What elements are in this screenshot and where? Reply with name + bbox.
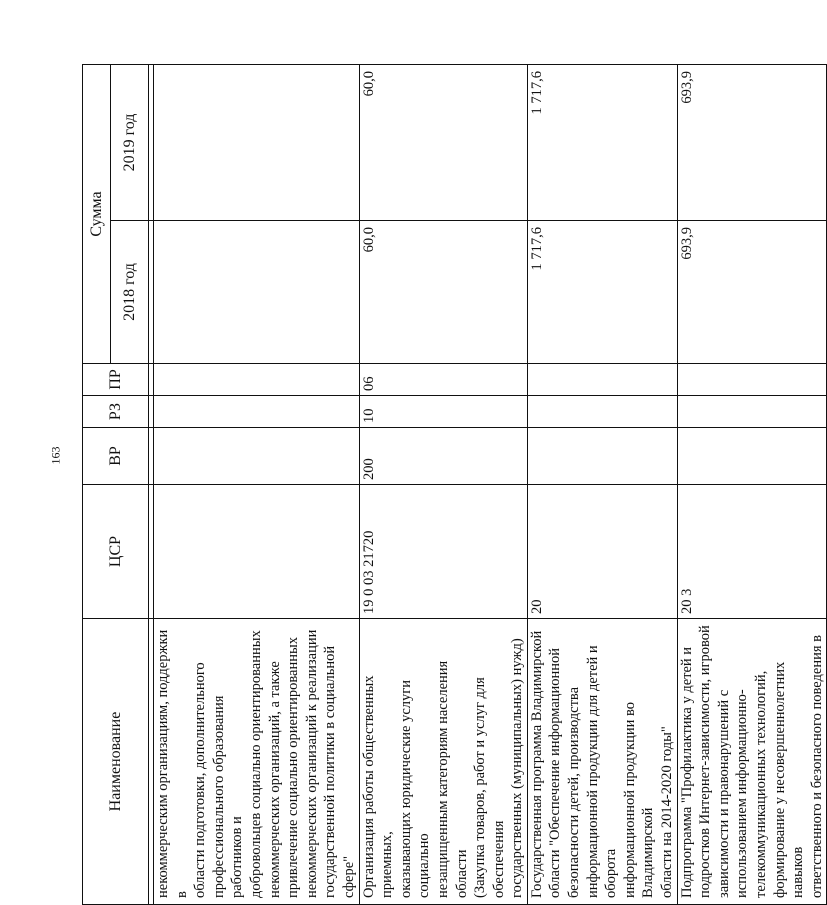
row-sum-2019-cell: 1 717,6 [527, 65, 677, 221]
row-name-line: безопасности детей, производства [566, 686, 583, 898]
row-name-line: информационной продукции во Владимирской [621, 701, 657, 898]
row-name-line: государственной политики в социальной сфере" [322, 645, 357, 898]
row-name-line: области "Обеспечение информационной [547, 647, 564, 898]
budget-table [82, 64, 827, 905]
row-name-line: добровольцев социально ориентированных [247, 630, 264, 898]
row-vr-cell: 200 [359, 428, 527, 485]
header-csr: ЦСР [83, 485, 149, 619]
row-vr-cell [527, 428, 677, 485]
table-row [527, 65, 677, 905]
row-name-line: привлечение социально ориентированных [285, 637, 302, 898]
row-pr-cell [527, 364, 677, 396]
row-pr-cell [154, 364, 360, 396]
header-row-top [83, 65, 111, 905]
row-name-line: области подготовки, дополнительного [192, 662, 209, 898]
row-name-cell [154, 619, 360, 905]
header-sum: Сумма [83, 65, 111, 364]
row-vr-cell [677, 428, 827, 485]
row-name-cell [677, 619, 827, 905]
row-csr-cell [154, 485, 360, 619]
header-name: Наименование [83, 619, 149, 905]
table-row [677, 65, 827, 905]
row-name-line: профессионального образования работников и [210, 695, 246, 898]
row-name-line: некоммерческим организациям, поддержки в [155, 629, 190, 898]
row-vr-cell [154, 428, 360, 485]
row-rz-cell [677, 396, 827, 428]
row-sum-2018-cell: 60,0 [359, 221, 527, 364]
row-csr-cell: 19 0 03 21720 [359, 485, 527, 619]
header-pr: ПР [83, 364, 149, 396]
table-row [359, 65, 527, 905]
row-name-line: оказывающих юридические услуги социально [397, 680, 433, 898]
row-sum-2019-cell: 60,0 [359, 65, 527, 221]
table-landscape-frame [82, 65, 825, 905]
row-name-line: Подпрограмма "Профилактика у детей и [678, 646, 695, 898]
row-name-line: (Закупка товаров, работ и услуг для обеспечения [472, 677, 507, 898]
row-name-cell [527, 619, 677, 905]
table-rotation-frame [82, 65, 825, 905]
row-csr-cell: 20 [527, 485, 677, 619]
row-name-line: некоммерческих организаций к реализации [303, 629, 320, 898]
row-name-line: области на 2014-2020 годы" [659, 726, 676, 898]
row-sum-2019-cell [154, 65, 360, 221]
row-name-line: зависимости и правонарушений с [715, 689, 732, 898]
table-row [154, 65, 360, 905]
table-body [154, 65, 827, 905]
row-pr-cell: 06 [359, 364, 527, 396]
row-name-line: формирование у несовершеннолетних навыков [771, 661, 807, 898]
row-pr-cell [677, 364, 827, 396]
header-rz: РЗ [83, 396, 149, 428]
row-name-line: некоммерческих организаций, а также [266, 661, 283, 898]
row-name-line: незащищенным категориям населения области [434, 660, 470, 898]
row-name-line: использованием информационно- [734, 689, 751, 898]
row-name-line: государственных (муниципальных) нужд) [509, 638, 526, 898]
row-rz-cell [527, 396, 677, 428]
header-vr: ВР [83, 428, 149, 485]
row-name-line: информационной продукции для детей и оборота [584, 645, 620, 898]
row-sum-2019-cell: 693,9 [677, 65, 827, 221]
row-sum-2018-cell: 693,9 [677, 221, 827, 364]
row-name-line: телекоммуникационных технологий, [753, 670, 769, 898]
row-name-line: Государственная программа Владимирской [528, 630, 545, 898]
row-name-line: Организация работы общественных приемных, [360, 675, 396, 898]
header-year-2018: 2018 год [111, 221, 149, 364]
row-sum-2018-cell: 1 717,6 [527, 221, 677, 364]
row-name-cell [359, 619, 527, 905]
header-year-2019: 2019 год [111, 65, 149, 221]
row-sum-2018-cell [154, 221, 360, 364]
page-number: 163 [48, 446, 63, 465]
row-csr-cell: 20 3 [677, 485, 827, 619]
row-rz-cell [154, 396, 360, 428]
row-name-line: подростков Интернет-зависимости, игровой [697, 625, 714, 898]
row-name-line: ответственного и безопасного поведения в [808, 635, 825, 898]
row-rz-cell: 10 [359, 396, 527, 428]
